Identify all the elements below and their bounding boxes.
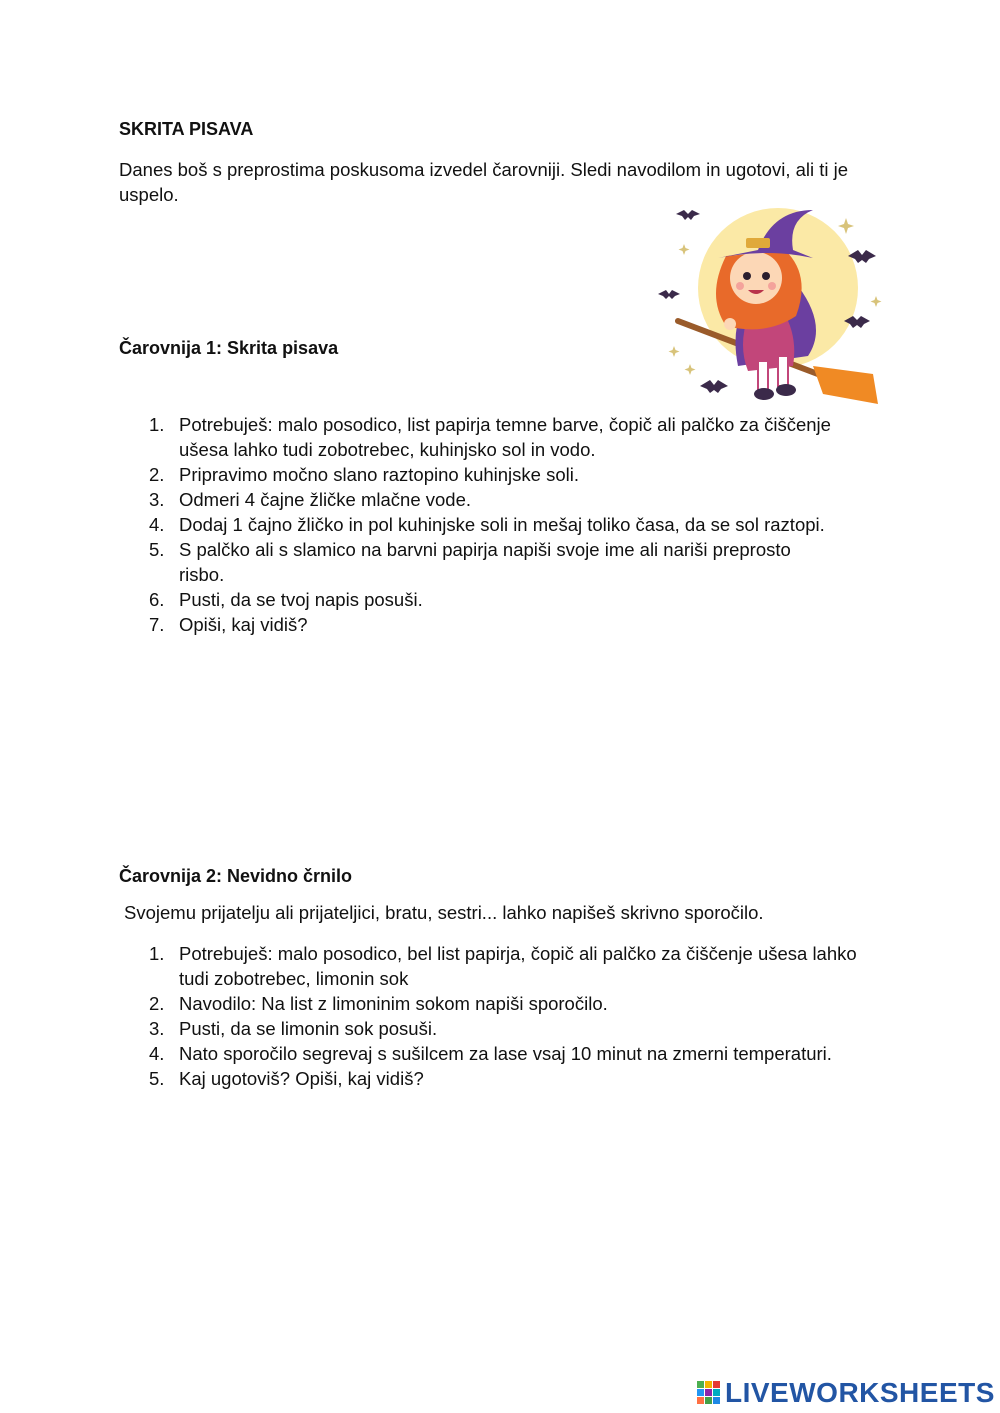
list-item-text: Potrebuješ: malo posodico, list papirja temne barve, čopič ali palčko za čiščenje ušesa lahko tudi zobotrebec, kuhinjsko sol in vodo.: [179, 414, 831, 460]
list-item-number: 6.: [149, 589, 165, 610]
list-item: [119, 412, 839, 462]
list-item-text: Dodaj 1 čajno žličko in pol kuhinjske soli in mešaj toliko časa, da se sol raztopi.: [179, 514, 825, 535]
list-item: [119, 1016, 879, 1041]
list-item-text: Pripravimo močno slano raztopino kuhinjske soli.: [179, 464, 579, 485]
list-item-number: 5.: [149, 1068, 165, 1089]
list-item-number: 4.: [149, 514, 165, 535]
list-item: [119, 537, 839, 587]
list-item: [119, 487, 839, 512]
list-item-text: Pusti, da se limonin sok posuši.: [179, 1018, 438, 1039]
list-item-text: Nato sporočilo segrevaj s sušilcem za lase vsaj 10 minut na zmerni temperaturi.: [179, 1043, 832, 1064]
list-item: [119, 612, 839, 637]
list-item-number: 2.: [149, 993, 165, 1014]
list-item-text: Pusti, da se tvoj napis posuši.: [179, 589, 423, 610]
liveworksheets-logo: [697, 1377, 995, 1409]
list-item: [119, 1041, 879, 1066]
witch-illustration: [648, 196, 894, 418]
list-item-number: 3.: [149, 489, 165, 510]
list-item-number: 5.: [149, 539, 165, 560]
list-item: [119, 587, 839, 612]
list-item: [119, 991, 879, 1016]
intro-paragraph: Danes boš s preprostima poskusoma izvedel čarovniji. Sledi navodilom in ugotovi, ali ti je uspelo.: [119, 159, 849, 205]
list-item: [119, 462, 839, 487]
list-item-text: S palčko ali s slamico na barvni papirja napiši svoje ime ali nariši preprosto risbo.: [179, 539, 791, 585]
list-item-text: Potrebuješ: malo posodico, bel list papirja, čopič ali palčko za čiščenje ušesa lahko tudi zobotrebec, limonin sok: [179, 943, 857, 989]
section1-steps: [119, 412, 839, 637]
list-item-number: 3.: [149, 1018, 165, 1039]
list-item-text: Kaj ugotoviš? Opiši, kaj vidiš?: [179, 1068, 424, 1089]
page-title: SKRITA PISAVA: [119, 119, 254, 139]
broom-bristles: [813, 366, 878, 404]
list-item-number: 1.: [149, 414, 165, 435]
section2-steps: [119, 941, 879, 1091]
logo-icon: [697, 1381, 721, 1405]
list-item: [119, 941, 879, 991]
list-item-number: 1.: [149, 943, 165, 964]
list-item-text: Odmeri 4 čajne žličke mlačne vode.: [179, 489, 472, 510]
list-item: [119, 512, 839, 537]
list-item-text: Opiši, kaj vidiš?: [179, 614, 308, 635]
section2-heading: Čarovnija 2: Nevidno črnilo: [119, 866, 353, 886]
section2-intro: Svojemu prijatelju ali prijateljici, bratu, sestri... lahko napišeš skrivno sporočilo.: [124, 902, 764, 923]
list-item: [119, 1066, 879, 1091]
list-item-number: 2.: [149, 464, 165, 485]
logo-text: LIVEWORKSHEETS: [725, 1377, 995, 1408]
list-item-number: 7.: [149, 614, 165, 635]
list-item-text: Navodilo: Na list z limoninim sokom napiši sporočilo.: [179, 993, 608, 1014]
section1-heading: Čarovnija 1: Skrita pisava: [119, 338, 339, 358]
list-item-number: 4.: [149, 1043, 165, 1064]
witch-face: [730, 252, 782, 304]
